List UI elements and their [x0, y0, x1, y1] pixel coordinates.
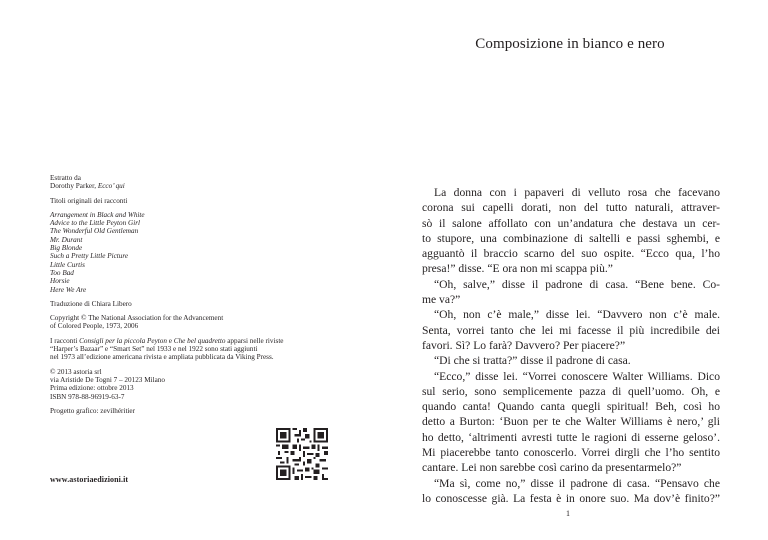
- text-line: agguantò il braccio scarno del suo ospite. “Ecco qua, l’ho: [422, 247, 720, 261]
- publisher-info: © 2013 astoria srl via Aristide De Togni 7 – 20123 Milano Prima edizione: ottobre 2013 ISBN 978-88-96919-63-7: [50, 367, 165, 401]
- extract-label: Estratto da: [50, 174, 81, 182]
- text-line: “Di che si tratta?” disse il padrone di casa.: [434, 354, 631, 368]
- extract-book: Ecco’ qui: [97, 182, 125, 191]
- qr-code-icon: [276, 428, 328, 480]
- extract-credit: [50, 174, 350, 191]
- original-title: Too Bad: [50, 268, 74, 277]
- page-number: 1: [566, 509, 570, 518]
- text-line: Mi piacerebbe tanto conoscerlo. Vorrei dirgli che l’ho sentito: [422, 446, 720, 460]
- text-line: me va?”: [422, 293, 461, 307]
- original-titles-list: [50, 211, 350, 294]
- original-title: Mr. Durant: [50, 235, 83, 244]
- copyright-notice: Copyright © The National Association for the Advancement of Colored People, 1973, 2006: [50, 314, 224, 331]
- original-title: Big Blonde: [50, 244, 83, 253]
- text-line: detto a Burton: ‘Buon per te che Walter Williams è nero,’ gli: [422, 415, 720, 429]
- publication-note: I racconti Consigli per la piccola Peyton e Che bel quadretto apparsi nelle riviste “Harper’s Bazaar” e “Smart Set” nel 1933 e nel 1922 sono stati aggiunti nel 1973 all’edizione americana rivista e ampliata pubblicata da Viking Press.: [50, 336, 284, 362]
- text-line: “Oh, non c’è male,” disse lei. “Davvero non c’è male.: [434, 308, 720, 322]
- original-title: Little Curtis: [50, 260, 85, 269]
- original-title: Horsie: [50, 277, 70, 286]
- text-line: corona sui capelli dorati, non del tutto naturali, attraver-: [422, 201, 720, 215]
- original-title: Arrangement in Black and White: [50, 210, 145, 219]
- text-line: Senta, vorrei tanto che lei mi facesse il più incredibile dei: [422, 323, 720, 337]
- text-line: to stupore, una combinazione di saltelli e passi sghembi, e: [422, 231, 720, 245]
- text-line: sò il salone affollato con un’andatura che destava un cer-: [422, 216, 720, 230]
- text-line: favori. Sì? Lo farà? Davvero? Per piacere?”: [422, 338, 626, 352]
- text-line: presa!” disse. “E ora non mi scappa più.”: [422, 262, 613, 276]
- original-title: Such a Pretty Little Picture: [50, 252, 129, 261]
- translation-credit: Traduzione di Chiara Libero: [50, 299, 132, 308]
- original-title: The Wonderful Old Gentleman: [50, 227, 139, 236]
- text-line: “Ma sì, come no,” disse il padrone di casa. “Pensavo che: [434, 476, 720, 490]
- text-line: “Ecco,” disse lei. “Vorrei conoscere Walter Williams. Dico: [434, 369, 720, 383]
- original-title: Here We Are: [50, 285, 87, 294]
- story-text: [422, 185, 720, 506]
- text-line: La donna con i papaveri di velluto rosa che facevano: [434, 186, 720, 199]
- colophon: [50, 174, 350, 421]
- text-line: cantare. Lei non sarebbe così carino da presentarmelo?”: [422, 461, 682, 475]
- text-line: quando canta! Quando canta quegli spiritual! Beh, così ho: [422, 400, 720, 414]
- design-credit: Progetto grafico: zevilhéritier: [50, 406, 136, 415]
- original-title: Advice to the Little Peyton Girl: [50, 219, 141, 228]
- titles-heading: Titoli originali dei racconti: [50, 196, 128, 205]
- chapter-title: Composizione in bianco e nero: [475, 36, 665, 52]
- text-line: ho detto, ‘altrimenti avresti tutte le ragioni di esserne geloso’.: [422, 430, 720, 444]
- extract-author: Dorothy Parker,: [50, 182, 97, 191]
- text-line: sul serio, sono semplicemente pazza di quell’uomo. Oh, e: [422, 384, 720, 398]
- text-line: lo conoscesse già. La festa è in onore suo. Ma dov’è finito?”: [422, 491, 720, 505]
- text-line: “Oh, salve,” disse il padrone di casa. “Bene bene. Co-: [434, 277, 720, 291]
- publisher-website: www.astoriaedizioni.it: [50, 475, 129, 484]
